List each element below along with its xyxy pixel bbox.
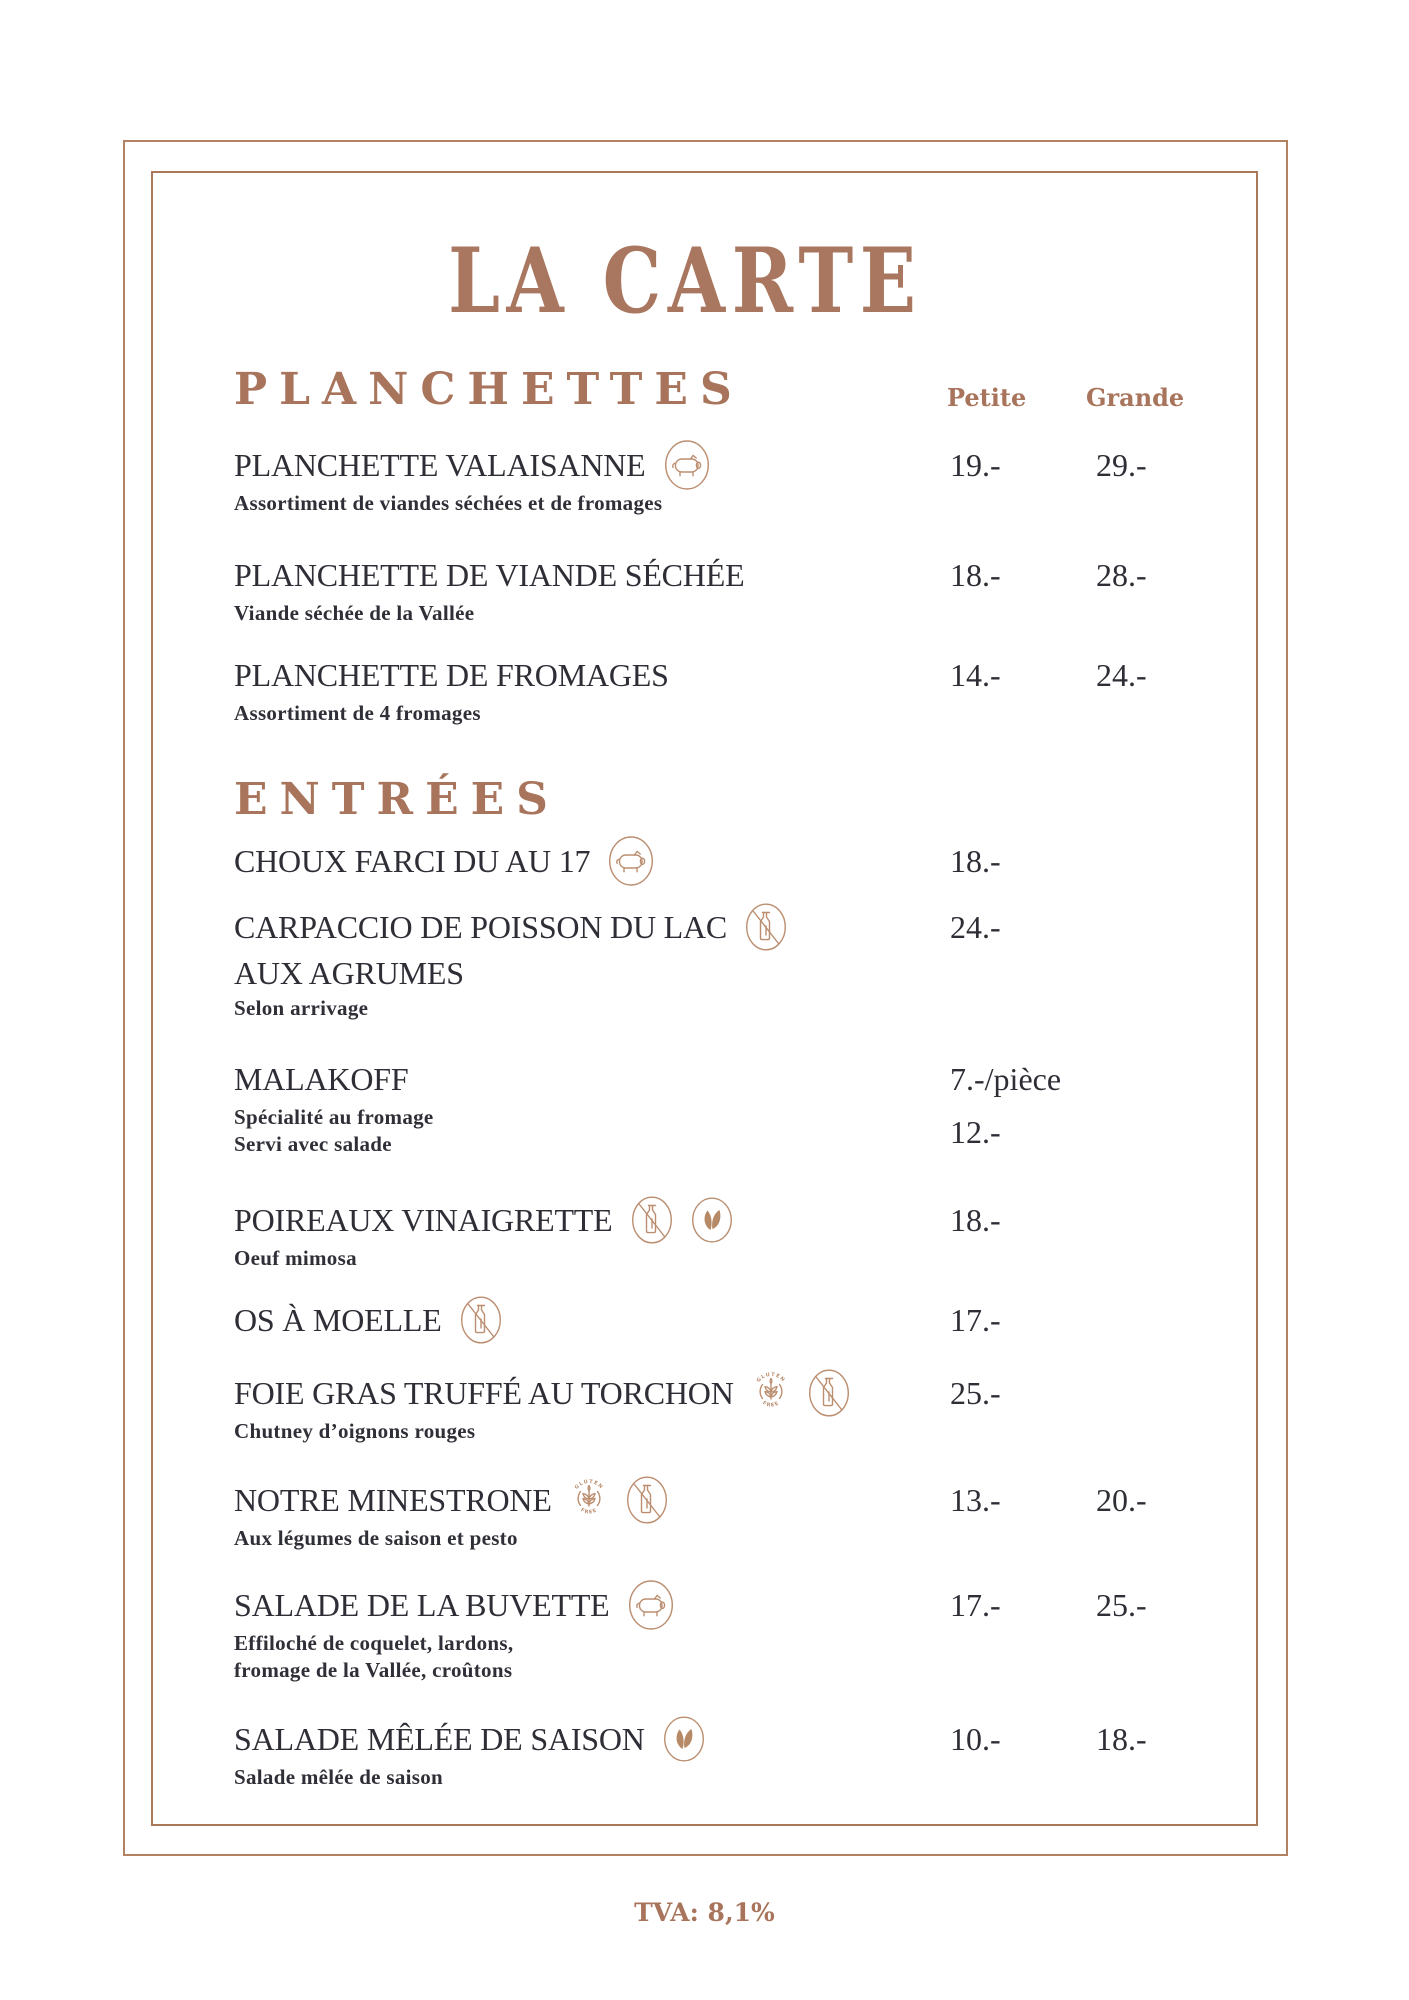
item-name: SALADE MÊLÉE DE SAISON [234, 1720, 645, 1757]
svg-text:GLUTEN: GLUTEN [755, 1371, 786, 1384]
lactose-free-icon [808, 1369, 850, 1417]
price-grande: 28.- [1096, 557, 1147, 593]
lactose-free-icon [460, 1296, 502, 1344]
svg-text:FREE: FREE [579, 1507, 599, 1516]
menu-item [234, 1583, 1258, 1684]
item-name: POIREAUX VINAIGRETTE [234, 1201, 613, 1238]
item-name: PLANCHETTE DE FROMAGES [234, 656, 669, 693]
item-name: MALAKOFF [234, 1060, 409, 1097]
lactose-free-icon [745, 903, 787, 951]
item-description: Salade mêlée de saison [234, 1765, 444, 1789]
item-name: PLANCHETTE DE VIANDE SÉCHÉE [234, 556, 745, 593]
price-grande: 29.- [1096, 447, 1147, 483]
item-description: Viande séchée de la Vallée [234, 601, 475, 625]
menu-item [234, 1198, 1258, 1272]
menu-item [234, 653, 1258, 727]
price-petite: 13.- [950, 1482, 1001, 1518]
section-title-planchettes: PLANCHETTES [234, 364, 744, 415]
price-grande: 20.- [1096, 1482, 1147, 1518]
section-title-entrees: ENTRÉES [234, 774, 560, 825]
price-petite: 17.- [950, 1587, 1001, 1623]
vegetarian-icon [691, 1197, 733, 1243]
item-name: OS À MOELLE [234, 1301, 442, 1338]
item-description: Spécialité au fromage Servi avec salade [234, 1105, 434, 1156]
gluten-free-icon [570, 1477, 608, 1519]
item-name: CARPACCIO DE POISSON DU LAC [234, 908, 728, 945]
price-petite: 7.-/pièce [950, 1061, 1062, 1097]
item-name-line2: AUX AGRUMES [234, 955, 464, 991]
price-petite-alt: 12.- [950, 1114, 1001, 1150]
menu-item [234, 1298, 1258, 1342]
price-petite: 14.- [950, 657, 1001, 693]
item-description: Assortiment de 4 fromages [234, 701, 481, 725]
price-petite: 25.- [950, 1375, 1001, 1411]
lactose-free-icon [626, 1476, 668, 1524]
item-name: PLANCHETTE VALAISANNE [234, 446, 646, 483]
item-description: Assortiment de viandes séchées et de fromages [234, 491, 663, 515]
price-petite: 18.- [950, 843, 1001, 879]
menu-item [234, 443, 1258, 517]
price-petite: 10.- [950, 1721, 1001, 1757]
lactose-free-icon [631, 1196, 673, 1244]
menu-item [234, 905, 1258, 1022]
menu-item [234, 1057, 1258, 1158]
pork-icon [628, 1580, 674, 1630]
item-description: Selon arrivage [234, 996, 369, 1020]
menu-item [234, 553, 1258, 627]
pork-icon [664, 440, 710, 490]
price-grande: 18.- [1096, 1721, 1147, 1757]
menu-item [234, 1371, 1258, 1445]
item-description: Oeuf mimosa [234, 1246, 357, 1270]
price-grande: 24.- [1096, 657, 1147, 693]
gluten-free-icon [752, 1370, 790, 1412]
price-petite: 19.- [950, 447, 1001, 483]
item-name: SALADE DE LA BUVETTE [234, 1586, 610, 1623]
price-petite: 18.- [950, 557, 1001, 593]
menu-item [234, 839, 1258, 883]
price-petite: 18.- [950, 1202, 1001, 1238]
item-description: Aux légumes de saison et pesto [234, 1526, 518, 1550]
item-name: CHOUX FARCI DU AU 17 [234, 842, 591, 879]
price-column-header-petite: Petite [947, 383, 1027, 412]
price-petite: 24.- [950, 909, 1001, 945]
svg-text:GLUTEN: GLUTEN [573, 1478, 605, 1491]
item-name: NOTRE MINESTRONE [234, 1481, 552, 1518]
item-description: Effiloché de coquelet, lardons, fromage de la Vallée, croûtons [234, 1631, 514, 1682]
vegetarian-icon [663, 1716, 705, 1762]
menu-item [234, 1478, 1258, 1552]
item-description: Chutney d’oignons rouges [234, 1419, 476, 1443]
price-grande: 25.- [1096, 1587, 1147, 1623]
page-title: LA CARTE [447, 228, 923, 334]
menu-item [234, 1717, 1258, 1791]
pork-icon [608, 836, 654, 886]
tva-footer: TVA: 8,1% [634, 1898, 775, 1927]
item-name: FOIE GRAS TRUFFÉ AU TORCHON [234, 1374, 734, 1411]
price-column-header-grande: Grande [1086, 383, 1185, 412]
price-petite: 17.- [950, 1302, 1001, 1338]
svg-text:FREE: FREE [760, 1400, 781, 1409]
